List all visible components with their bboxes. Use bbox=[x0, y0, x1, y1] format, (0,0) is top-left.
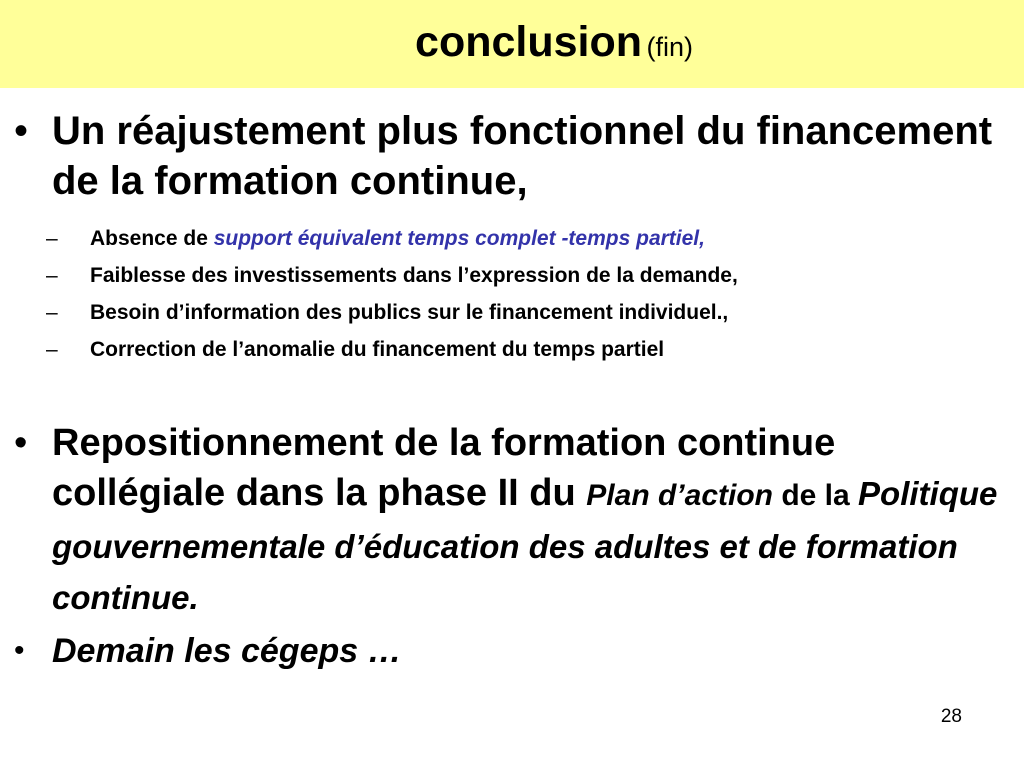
sub-bullet-text: Besoin d’information des publics sur le financement individuel., bbox=[90, 301, 729, 324]
bullet-text: Un réajustement plus fonctionnel du financement de la formation continue, bbox=[52, 109, 993, 203]
bullet-dot: • bbox=[14, 109, 29, 153]
bullet-dot: • bbox=[14, 422, 28, 464]
bullet-text bbox=[52, 418, 1014, 623]
slide-title bbox=[0, 18, 1024, 67]
page-number: 28 bbox=[940, 706, 962, 727]
bullet-text-part1: Repositionnement de la formation continue collégiale dans la phase II du bbox=[52, 422, 836, 514]
sub-bullet-text bbox=[90, 224, 1006, 254]
sub-bullet-besoin bbox=[46, 298, 1006, 328]
sub-bullet-text: Faiblesse des investissements dans l’expression de la demande, bbox=[90, 264, 738, 287]
bullet-text: Demain les cégeps … bbox=[52, 632, 402, 670]
bullet-text-plan-action: Plan d’action bbox=[586, 479, 773, 512]
sub-bullet-dash: – bbox=[46, 301, 58, 324]
bullet-financement bbox=[14, 106, 1014, 206]
bullet-demain bbox=[14, 628, 1014, 674]
title-main: conclusion bbox=[415, 18, 642, 66]
bullet-repositionnement bbox=[14, 418, 1014, 623]
title-sub: (fin) bbox=[646, 32, 693, 62]
sub-bullet-dash: – bbox=[46, 227, 58, 250]
bullet-dot: • bbox=[14, 634, 25, 667]
sub-bullet-faiblesse bbox=[46, 261, 1006, 291]
sub-bullet-absence bbox=[46, 224, 1006, 254]
sub-bullet-dash: – bbox=[46, 264, 58, 287]
sub-bullet-correction bbox=[46, 335, 1006, 365]
sub-bullet-dash: – bbox=[46, 338, 58, 361]
sub-bullet-text: Correction de l’anomalie du financement du temps partiel bbox=[90, 338, 665, 361]
bullet-text-politique: Politique gouvernementale d’éducation des adultes et de formation continue. bbox=[52, 475, 998, 616]
sub-bullet-emphasis: support équivalent temps complet -temps partiel, bbox=[213, 227, 705, 250]
bullet-text-part3: de la bbox=[773, 479, 859, 512]
sub-bullet-prefix: Absence de bbox=[90, 227, 214, 250]
